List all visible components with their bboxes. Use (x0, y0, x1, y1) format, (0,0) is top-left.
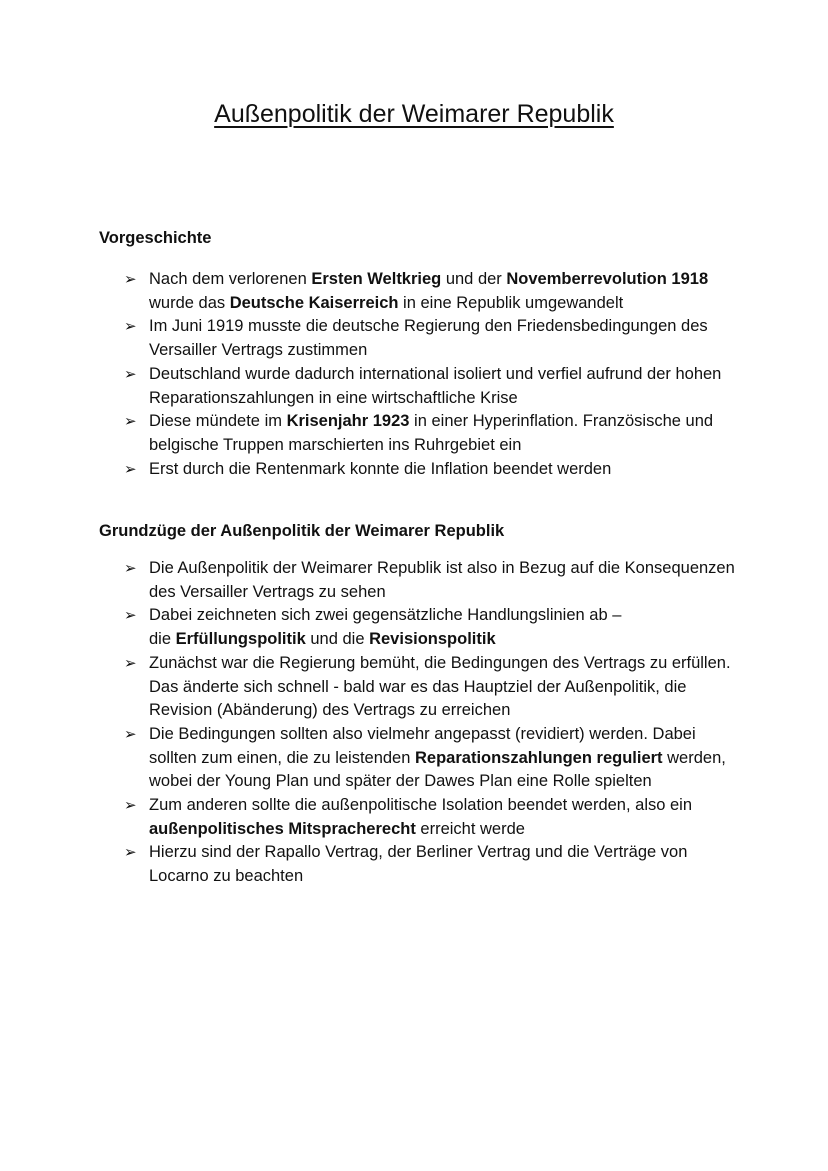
arrowhead-bullet-icon: ➢ (124, 560, 137, 577)
arrowhead-bullet-icon: ➢ (124, 271, 137, 288)
page-title: Außenpolitik der Weimarer Republik (214, 100, 614, 128)
bullet-text: in einer Hyperinflation. Französische und belgische Truppen marschierten ins Ruhrgebiet ein (149, 412, 714, 454)
list-item (124, 604, 744, 651)
bullet-text: Nach dem verlorenen (149, 270, 312, 288)
bullet-bold-text: außenpolitisches Mitspracherecht (149, 819, 416, 838)
bullet-bold-text: Deutsche Kaiserreich (229, 293, 399, 312)
bullet-text: Zunächst war die Regierung bemüht, die Bedingungen des Vertrags zu erfüllen. Das änderte sich schnell - bald war es das Hauptziel der Außenpolitik, die Revision (Abänderung) des Vertrags zu erreichen (149, 653, 731, 720)
bullet-text: werden, wobei der Young Plan und später der Dawes Plan eine Rolle spielten (149, 748, 726, 791)
bullet-text: Im Juni 1919 musste die deutsche Regierung den Friedensbedingungen des Versailler Vertrags zustimmen (149, 317, 708, 360)
arrowhead-bullet-icon: ➢ (124, 365, 137, 383)
bullet-bold-text: Krisenjahr 1923 (286, 412, 410, 431)
list-item (124, 268, 744, 315)
bullet-text: Diese mündete im (149, 412, 287, 431)
arrowhead-bullet-icon: ➢ (124, 607, 137, 625)
list-item (124, 315, 744, 362)
list-item (124, 723, 744, 794)
bullet-text: in eine Republik umgewandelt (398, 293, 624, 312)
bullet-text: und die (305, 630, 370, 649)
arrowhead-bullet-icon: ➢ (124, 844, 137, 862)
list-item (124, 841, 744, 888)
bullet-text: die (149, 630, 176, 649)
bullet-bold-text: Reparationszahlungen reguliert (415, 748, 663, 767)
arrowhead-bullet-icon: ➢ (124, 413, 137, 431)
section-heading-vorgeschichte: Vorgeschichte (99, 229, 212, 247)
bullet-bold-text: Novemberrevolution 1918 (506, 270, 709, 288)
bullet-bold-text: Ersten Weltkrieg (311, 270, 442, 288)
arrowhead-bullet-icon: ➢ (124, 318, 137, 336)
bullet-text: Zum anderen sollte die außenpolitische Isolation beendet werden, also ein (149, 796, 693, 815)
bullet-text: Die Bedingungen sollten also vielmehr angepasst (revidiert) werden. Dabei sollten zum einen, die zu leistenden (149, 724, 696, 767)
bullet-text: erreicht werde (415, 819, 525, 838)
bullet-text: Die Außenpolitik der Weimarer Republik ist also in Bezug auf die Konsequenzen des Versailler Vertrags zu sehen (149, 559, 735, 601)
arrowhead-bullet-icon: ➢ (124, 725, 137, 743)
arrowhead-bullet-icon: ➢ (124, 460, 137, 478)
list-item (124, 557, 744, 604)
arrowhead-bullet-icon: ➢ (124, 797, 137, 815)
section-heading-grundzuege: Grundzüge der Außenpolitik der Weimarer Republik (99, 522, 505, 540)
bullet-text: und der (441, 270, 507, 288)
list-item (124, 410, 744, 457)
list-item (124, 652, 744, 723)
list-item (124, 794, 744, 841)
list-item (124, 363, 744, 410)
bullet-bold-text: Revisionspolitik (369, 630, 496, 649)
bullet-text: wurde das (149, 293, 230, 312)
bullet-text: Deutschland wurde dadurch international isoliert und verfiel aufrund der hohen Reparationszahlungen in eine wirtschaftliche Krise (149, 364, 722, 407)
bullet-list-grundzuege (124, 557, 744, 889)
bullet-text: Dabei zeichneten sich zwei gegensätzliche Handlungslinien ab – (149, 606, 622, 625)
arrowhead-bullet-icon: ➢ (124, 654, 137, 672)
list-item (124, 458, 744, 482)
bullet-list-vorgeschichte (124, 268, 744, 481)
bullet-bold-text: Erfüllungspolitik (175, 630, 306, 649)
bullet-text: Erst durch die Rentenmark konnte die Inflation beendet werden (149, 459, 612, 478)
bullet-text: Hierzu sind der Rapallo Vertrag, der Berliner Vertrag und die Verträge von Locarno zu beachten (149, 843, 688, 886)
